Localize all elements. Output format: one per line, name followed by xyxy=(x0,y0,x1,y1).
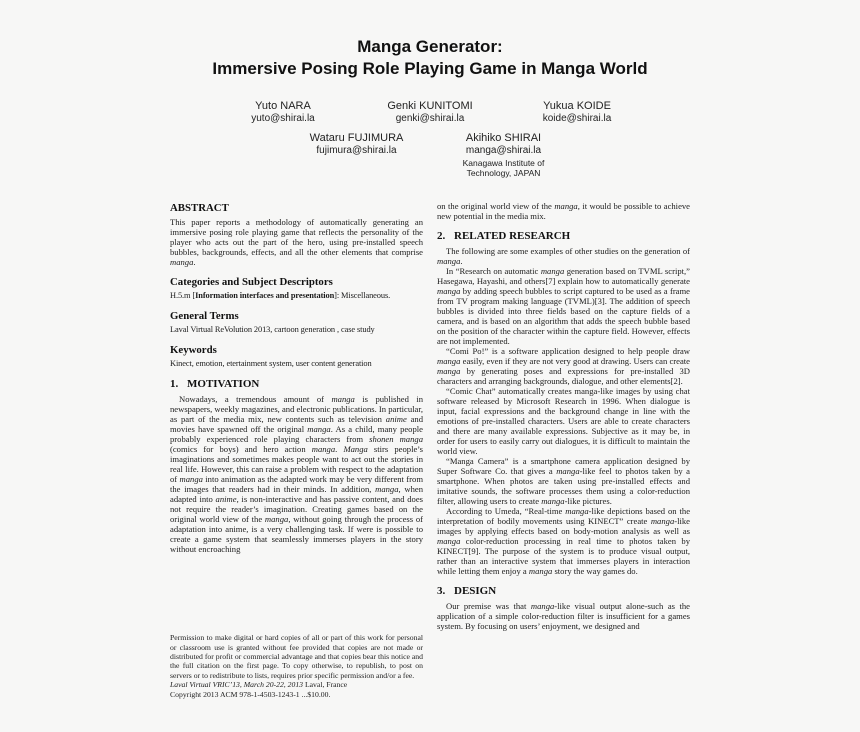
related-paragraph-4: “Comic Chat” automatically creates manga-like images by using chat software released by Microsoft Research in 1996. When dialogue is input, facial expressions and the background change in line with the emotions of pre-installed characters. Users are able to create characters and there are many available expressions. Subjective as it may be, in order for users to easily carry out dialogues, it is difficult to maintain the world view. xyxy=(437,386,690,456)
author-name: Genki KUNITOMI xyxy=(387,100,473,112)
author-3 xyxy=(504,100,651,125)
section-heading-design xyxy=(437,585,690,598)
paper-title-line2: Immersive Posing Role Playing Game in Manga World xyxy=(212,59,648,78)
section-heading-motivation xyxy=(170,378,423,391)
related-paragraph-3: “Comi Po!” is a software application designed to help people draw manga easily, even if they are not very good at drawing. Users can create manga by generating poses and expressions for pre-installed 3D characters and arranging backgrounds, dialogue, and other elements[2]. xyxy=(437,346,690,386)
section-label: RELATED RESEARCH xyxy=(454,230,571,242)
author-email: koide@shirai.la xyxy=(542,113,612,124)
author-email: yuto@shirai.la xyxy=(251,113,315,124)
copyright-footnote xyxy=(170,633,423,699)
author-affiliation-line2: Technology, JAPAN xyxy=(466,168,541,178)
general-terms-line: Laval Virtual ReVolution 2013, cartoon generation , case study xyxy=(170,325,375,334)
paper-title xyxy=(0,36,860,80)
conference-line: Laval Virtual VRIC’13, March 20-22, 2013 Laval, France xyxy=(170,680,348,690)
section-heading-keywords: Keywords xyxy=(170,344,217,356)
section-label: MOTIVATION xyxy=(187,378,260,390)
author-email: fujimura@shirai.la xyxy=(316,145,397,156)
motivation-continuation-paragraph: on the original world view of the manga, it would be possible to achieve new potential in the media mix. xyxy=(437,201,690,221)
related-paragraph-6: According to Umeda, “Real-time manga-like depictions based on the interpretation of bodily movements using KINECT” create manga-like images by applying effects based on body-motion analysis as well as manga color-reduction processing in real time to photos taken by KINECT[9]. The purpose of the system is to produce visual output, rather than an interactive system that immerses players in interaction while letting them enjoy a manga story the way games do. xyxy=(437,506,691,576)
keywords-line: Kinect, emotion, etertainment system, user content generation xyxy=(170,359,372,368)
section-heading-general-terms: General Terms xyxy=(170,310,239,322)
author-4 xyxy=(283,132,430,178)
section-heading-related-research xyxy=(437,230,690,243)
author-name: Wataru FUJIMURA xyxy=(309,132,404,144)
related-paragraph-2: In “Research on automatic manga generation based on TVML script,” Hasegawa, Hayashi, and others[7] explain how to automatically generate manga by adding speech bubbles to script captured to be used as a frame from TV program making language (TVML)[3]. The addition of speech bubbles is divided into three fields based on the capture fields of a camera, and is based on an algorithm that adds the speech bubble based on the position of the character within the capture field. However, effects are not implemented. xyxy=(437,266,690,346)
section-heading-categories: Categories and Subject Descriptors xyxy=(170,276,333,288)
section-number: 1. xyxy=(170,378,179,390)
author-block xyxy=(0,100,860,178)
author-affiliation xyxy=(430,158,577,178)
body-columns xyxy=(170,201,690,699)
related-paragraph-5: “Manga Camera” is a smartphone camera application designed by Super Software Co. that gives a manga-like feel to photos taken by a smartphone. When photos are taken using pre-installed effects and imitative sounds, the software processes them using a color-reduction filter, allowing users to create manga-like pictures. xyxy=(437,456,690,506)
left-column xyxy=(170,201,423,699)
categories-line: H.5.m [Information interfaces and presentation]: Miscellaneous. xyxy=(170,291,391,300)
author-row-1 xyxy=(0,100,860,125)
related-paragraph-1: The following are some examples of other studies on the generation of manga. xyxy=(437,246,690,266)
design-paragraph-1: Our premise was that manga-like visual output alone-such as the application of a simple color-reduction filter is insufficient for a games system. By focusing on users’ enjoyment, we designed and xyxy=(437,601,690,631)
abstract-paragraph: This paper reports a methodology of automatically generating an immersive posing role playing game that reflects the personality of the player who acts out the part of the hero, using pre-installed speech bubbles, backgrounds, effects, and all the other elements that comprise manga. xyxy=(170,217,423,267)
section-heading-abstract: ABSTRACT xyxy=(170,202,229,214)
section-label: DESIGN xyxy=(454,585,497,597)
motivation-paragraph: Nowadays, a tremendous amount of manga is published in newspapers, weekly magazines, and electronic publications. In particular, as part of the media mix, new contents such as television anime and movies have spawned off the original manga. As a child, many people probably experienced role playing characters from shonen manga (comics for boys) and hero action manga. Manga stirs people’s imaginations and sometimes makes people want to act out the stories in real life. However, this can raise a problem with respect to the adaptation of manga into animation as the adapted work may be very different from the images that readers had in their minds. In addition, manga, when adapted into anime, is non-interactive and has passive content, and does not require the reader’s imagination. Creating games based on the original world view of the manga, without going through the process of adaptation into anime, is a very challenging task. If were is possible to create a game system that seamlessly immerses players in the story without encroaching xyxy=(170,394,424,554)
paper-title-line1: Manga Generator: xyxy=(357,37,503,56)
author-name: Yuto NARA xyxy=(255,100,311,112)
author-name: Yukua KOIDE xyxy=(543,100,611,112)
author-1 xyxy=(210,100,357,125)
copyright-line: Copyright 2013 ACM 978-1-4503-1243-1 ...$10.00. xyxy=(170,689,331,699)
author-5 xyxy=(430,132,577,178)
section-number: 2. xyxy=(437,230,446,242)
right-column xyxy=(437,201,690,699)
section-number: 3. xyxy=(437,585,446,597)
author-row-2 xyxy=(0,132,860,178)
author-affiliation-line1: Kanagawa Institute of xyxy=(462,158,545,168)
author-email: genki@shirai.la xyxy=(395,113,465,124)
author-email: manga@shirai.la xyxy=(465,145,542,156)
permission-notice: Permission to make digital or hard copies of all or part of this work for personal or classroom use is granted without fee provided that copies are not made or distributed for profit or commercial advantage and that copies bear this notice and the full citation on the first page. To copy otherwise, to republish, to post on servers or to redistribute to lists, requires prior specific permission and/or a fee. xyxy=(170,633,423,680)
author-2 xyxy=(357,100,504,125)
author-name: Akihiko SHIRAI xyxy=(465,132,542,144)
